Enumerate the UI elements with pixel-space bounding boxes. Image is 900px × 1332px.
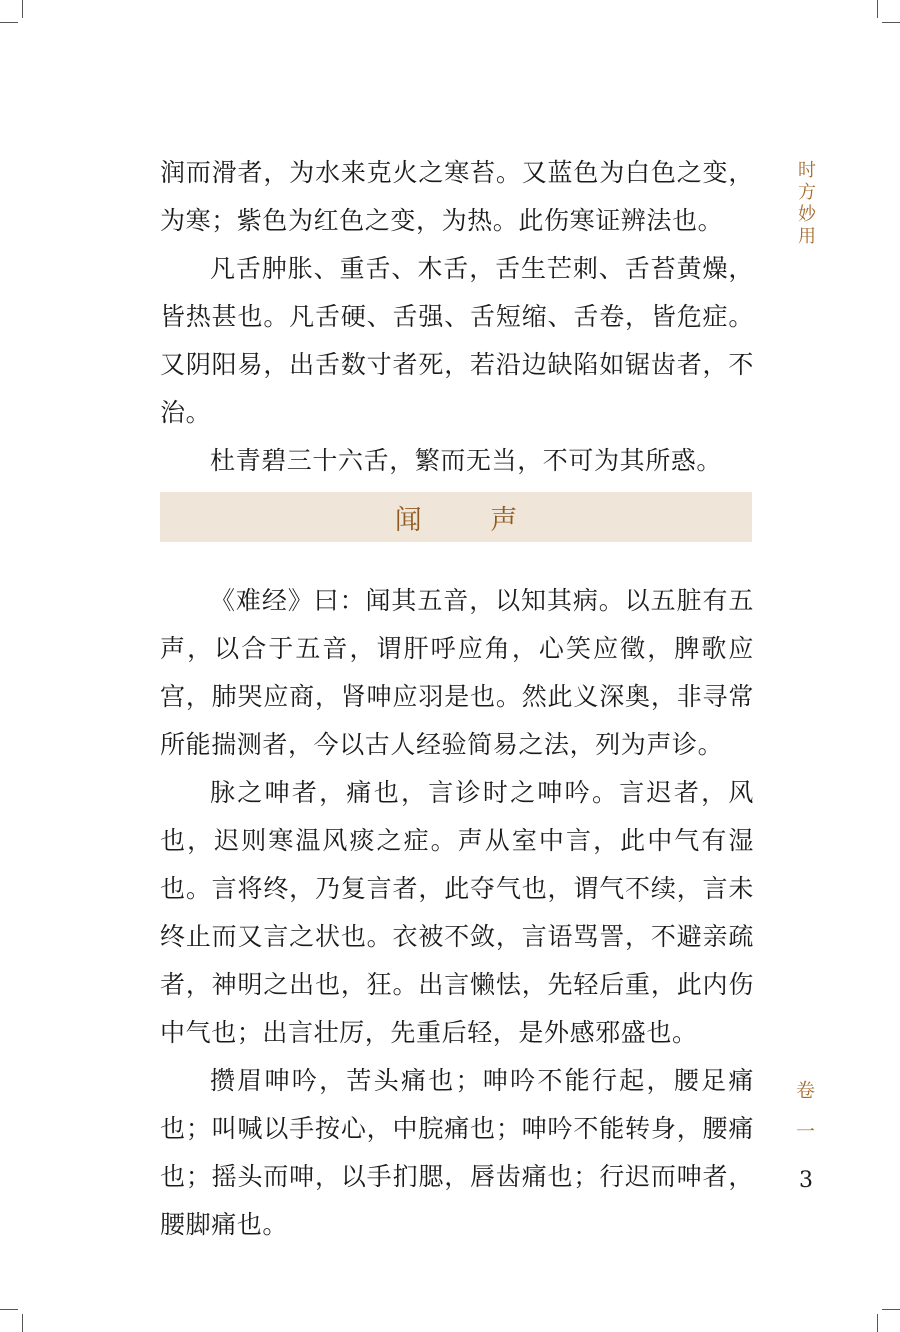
crop-mark	[882, 22, 900, 23]
crop-mark	[882, 1309, 900, 1310]
paragraph: 润而滑者，为水来克火之寒苔。又蓝色为白色之变，为寒；紫色为红色之变，为热。此伤寒证辨法也。	[160, 158, 754, 235]
crop-mark	[877, 1314, 878, 1332]
running-head: 时方妙用	[795, 160, 816, 248]
section-title: 闻 声	[394, 504, 548, 536]
paragraph: 脉之呻者，痛也，言诊时之呻吟。言迟者，风也，迟则寒温风痰之症。声从室中言，此中气有湿也。言将终，乃复言者，此夺气也，谓气不续，言未终止而又言之状也。衣被不敛，言语骂詈，不避亲疏者，神明之出也，狂。出言懒怯，先轻后重，此内伤中气也；出言壮厉，先重后轻，是外感邪盛也。	[160, 778, 754, 1047]
paragraph: 攒眉呻吟，苦头痛也；呻吟不能行起，腰足痛也；叫喊以手按心，中脘痛也；呻吟不能转身，腰痛也；摇头而呻，以手扪腮，唇齿痛也；行迟而呻者，腰脚痛也。	[160, 1066, 754, 1239]
crop-mark	[0, 1309, 18, 1310]
volume-label: 卷一	[793, 1080, 815, 1162]
text-block-listening	[160, 577, 754, 1249]
crop-mark	[877, 0, 878, 18]
paragraph: 《难经》曰：闻其五音，以知其病。以五脏有五声，以合于五音，谓肝呼应角，心笑应徵，脾歌应宫，肺哭应商，肾呻应羽是也。然此义深奥，非寻常所能揣测者，今以古人经验简易之法，列为声诊。	[160, 586, 754, 759]
crop-mark	[0, 22, 18, 23]
paragraph: 杜青碧三十六舌，繁而无当，不可为其所惑。	[210, 446, 723, 475]
section-heading-bar	[160, 492, 752, 542]
page-number: 3	[799, 1168, 813, 1193]
crop-mark	[22, 1314, 23, 1332]
paragraph: 凡舌肿胀、重舌、木舌，舌生芒刺、舌苔黄燥，皆热甚也。凡舌硬、舌强、舌短缩、舌卷，皆危症。又阴阳易，出舌数寸者死，若沿边缺陷如锯齿者，不治。	[160, 254, 754, 427]
text-block-tongue	[160, 149, 754, 485]
crop-mark	[22, 0, 23, 18]
